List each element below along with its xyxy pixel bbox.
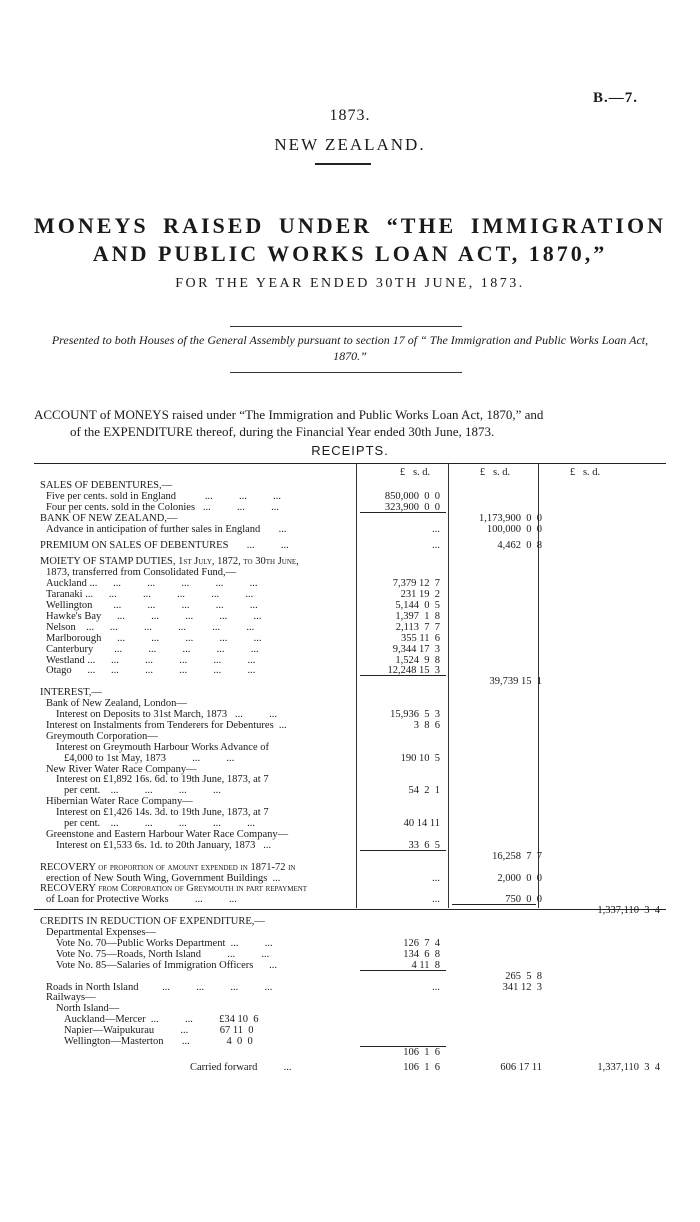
divider — [230, 326, 462, 327]
row-label: Departmental Expenses— — [46, 927, 156, 938]
subtotal-rule — [360, 512, 446, 513]
row-label: North Island— — [56, 1003, 120, 1015]
column-rule — [356, 463, 357, 908]
amount-c1: 134 6 8 — [403, 948, 440, 960]
amount-c1: 1,397 1 8 — [395, 610, 440, 622]
amount-c3: 1,337,110 3 4 — [597, 905, 660, 917]
row-label: Interest on £1,533 6s. 1d. to 20th January, 1873 ... — [56, 839, 272, 851]
amount-c2: 1,173,900 0 0 — [479, 512, 542, 524]
amount-c1: 33 6 5 — [408, 839, 440, 851]
amount-c2: 100,000 0 0 — [486, 523, 542, 535]
row-label: Marlborough ... ... ... ... ... — [46, 632, 262, 644]
row-label: Five per cents. sold in England ... ... ... — [46, 490, 282, 502]
row-label: Greenstone and Eastern Harbour Water Race Company— — [46, 828, 289, 840]
row-label: BANK OF NEW ZEALAND,— — [40, 512, 178, 524]
amount-c1: 231 19 2 — [400, 589, 440, 601]
amount-c1: 5,144 0 5 — [395, 600, 440, 611]
presented-note: Presented to both Houses of the General Assembly pursuant to section 17 of “ The Immigration and Public Works Loan Act, 1870.” — [51, 333, 649, 363]
column-header-pounds-shillings-pence: £ s. d. — [479, 467, 511, 478]
row-label: £4,000 to 1st May, 1873 ... ... — [64, 752, 235, 764]
row-label: Interest on Instalments from Tenderers for Debentures ... — [46, 719, 287, 731]
subtotal-rule — [360, 675, 446, 676]
row-label: Canterbury ... ... ... ... ... — [46, 643, 259, 655]
amount-c1: ... — [432, 981, 440, 993]
row-label: Interest on £1,892 16s. 6d. to 19th June, 1873, at 7 — [56, 774, 269, 786]
row-label: Napier—Waipukurau ... 67 11 0 — [64, 1025, 254, 1037]
amount-c1: ... — [432, 539, 440, 551]
account-line-2: of the EXPENDITURE thereof, during the Financial Year ended 30th June, 1873. — [70, 424, 495, 439]
title-dash — [315, 163, 371, 165]
column-rule — [448, 463, 449, 908]
amount-c1: 12,248 15 3 — [387, 665, 440, 677]
amount-c1: ... — [432, 894, 440, 906]
amount-c1: 1,524 9 8 — [395, 654, 440, 666]
row-label: Auckland—Mercer ... ... £34 10 6 — [64, 1014, 259, 1026]
amount-c1: 2,113 7 7 — [395, 621, 440, 633]
document-title: MONEYS RAISED UNDER “THE IMMIGRATION AND PUBLIC WORKS LOAN ACT, 1870,” — [34, 213, 666, 266]
row-label: Hibernian Water Race Company— — [46, 796, 193, 808]
amount-c1: ... — [432, 872, 440, 884]
amount-c2: 750 0 0 — [505, 894, 542, 906]
row-label: Otago ... ... ... ... ... ... — [46, 665, 256, 677]
amount-c1: ... — [432, 523, 440, 535]
row-label: 1873, transferred from Consolidated Fund,— — [46, 567, 237, 579]
row-label: Interest on Deposits to 31st March, 1873 ... ... — [56, 709, 278, 720]
amount-c1: 106 1 6 — [403, 1046, 440, 1058]
row-label: Nelson ... ... ... ... ... ... — [46, 621, 255, 633]
row-label: Vote No. 75—Roads, North Island ... ... — [56, 948, 270, 960]
row-label: Wellington ... ... ... ... ... — [46, 600, 258, 611]
amount-c1: 54 2 1 — [408, 785, 440, 797]
row-label: Roads in North Island ... ... ... ... — [46, 981, 273, 993]
subtotal-rule — [452, 904, 536, 905]
column-header-pounds-shillings-pence: £ s. d. — [399, 467, 431, 478]
amount-c1: 126 7 4 — [403, 937, 440, 949]
row-label: PREMIUM ON SALES OF DEBENTURES ... ... — [40, 539, 289, 551]
row-label: Auckland ... ... ... ... ... ... — [46, 578, 258, 590]
row-label: New River Water Race Company— — [46, 763, 197, 775]
row-label: of Loan for Protective Works ... ... — [46, 894, 237, 906]
row-label: Four per cents. sold in the Colonies ... ... ... — [46, 501, 280, 513]
row-label: Wellington—Masterton ... 4 0 0 — [64, 1036, 253, 1047]
row-label: per cent. ... ... ... ... — [64, 785, 221, 797]
amount-c1: 40 14 11 — [403, 818, 440, 829]
account-heading — [34, 406, 666, 440]
amount-c1: 7,379 12 7 — [392, 578, 440, 590]
row-label: INTEREST,— — [40, 687, 102, 699]
divider — [230, 372, 462, 373]
row-label: RECOVERY from Corporation of Greymouth in part repayment — [40, 883, 308, 895]
row-label: MOIETY OF STAMP DUTIES, 1st July, 1872, to 30th June, — [40, 556, 299, 568]
account-line-1: ACCOUNT of MONEYS raised under “The Immigration and Public Works Loan Act, 1870,” and — [34, 407, 544, 422]
amount-c2: 341 12 3 — [502, 981, 542, 993]
row-label: Railways— — [46, 992, 96, 1004]
row-label: Vote No. 85—Salaries of Immigration Officers ... — [56, 959, 277, 971]
paper-reference: B.—7. — [592, 90, 638, 106]
document-subtitle: FOR THE YEAR ENDED 30TH JUNE, 1873. — [175, 276, 525, 291]
row-label: Interest on Greymouth Harbour Works Advance of — [56, 741, 269, 753]
row-label: Carried forward ... — [190, 1061, 292, 1073]
amount-c2: 606 17 11 — [500, 1061, 542, 1073]
amount-c2: 265 5 8 — [505, 970, 542, 982]
row-label: Bank of New Zealand, London— — [46, 698, 187, 710]
row-label: Hawke's Bay ... ... ... ... ... — [46, 610, 262, 622]
row-label: SALES OF DEBENTURES,— — [40, 480, 173, 491]
amount-c2: 16,258 7 7 — [492, 850, 542, 862]
amount-c1: 4 11 8 — [411, 959, 440, 971]
row-label: erection of New South Wing, Government Buildings ... — [46, 872, 281, 884]
amount-c1: 9,344 17 3 — [392, 643, 440, 655]
amount-c1: 106 1 6 — [403, 1061, 440, 1073]
row-label: Taranaki ... ... ... ... ... ... — [46, 589, 254, 601]
row-label: Greymouth Corporation— — [46, 730, 158, 742]
amount-c2: 2,000 0 0 — [497, 872, 542, 884]
subtotal-rule — [360, 850, 446, 851]
amount-c1: 355 11 6 — [401, 632, 440, 644]
amount-c3: 1,337,110 3 4 — [597, 1061, 660, 1073]
row-label: Advance in anticipation of further sales in England ... — [46, 523, 287, 535]
column-header-pounds-shillings-pence: £ s. d. — [569, 467, 601, 478]
row-label: Interest on £1,426 14s. 3d. to 19th June, 1873, at 7 — [56, 807, 269, 819]
amount-c1: 850,000 0 0 — [384, 490, 440, 502]
amount-c1: 190 10 5 — [400, 752, 440, 764]
row-label: RECOVERY of proportion of amount expended in 1871-72 in — [40, 861, 296, 873]
amount-c2: 39,739 15 1 — [489, 676, 542, 688]
amount-c2: 4,462 0 8 — [497, 539, 542, 551]
subtotal-rule — [360, 970, 446, 971]
receipts-title: RECEIPTS. — [311, 443, 389, 458]
row-label: Vote No. 70—Public Works Department ... ... — [56, 937, 273, 949]
amount-c1: 15,936 5 3 — [390, 709, 440, 720]
row-label: Westland ... ... ... ... ... ... — [46, 654, 256, 666]
amount-c1: 323,900 0 0 — [384, 501, 440, 513]
year: 1873. — [329, 107, 371, 124]
amount-c1: 3 8 6 — [413, 719, 440, 731]
row-label: per cent. ... ... ... ... ... — [64, 818, 256, 829]
country: NEW ZEALAND. — [274, 135, 426, 154]
row-label: CREDITS IN REDUCTION OF EXPENDITURE,— — [40, 916, 265, 928]
